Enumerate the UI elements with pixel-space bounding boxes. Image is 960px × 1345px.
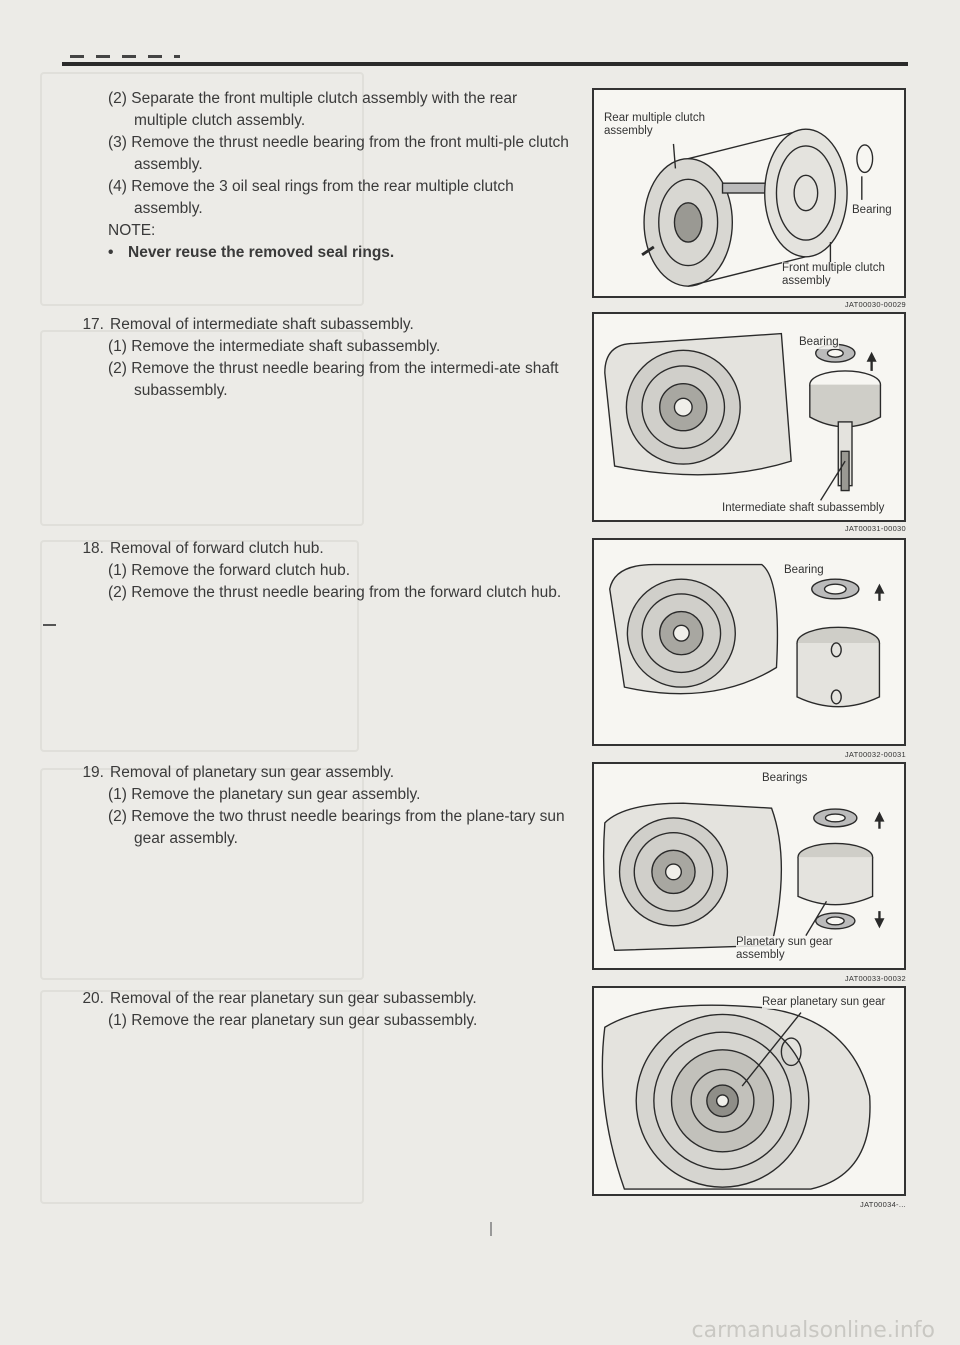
figure-label: Bearings [762,772,808,784]
figure-label: Planetary sun gear assembly [736,936,846,962]
step-line: (1) Remove the rear planetary sun gear subassembly. [108,1012,478,1029]
section-20 [60,988,570,1032]
page-mark [490,1222,492,1236]
step-line: (1) Remove the intermediate shaft subassembly. [108,338,441,355]
step-number: 18. [82,540,104,557]
figure-code: JAT00031-00030 [844,524,906,533]
step-number: 19. [82,764,104,781]
step-line: (2) Separate the front multiple clutch assembly with the rear multiple clutch assembly. [108,90,518,129]
note-heading: NOTE: [108,222,156,239]
header-mark [70,55,180,58]
step-heading [60,988,570,1010]
section-19 [60,762,570,850]
section-18 [60,538,570,604]
step-line: (2) Remove the thrust needle bearing from the forward clutch hub. [108,584,562,601]
step-line: (1) Remove the forward clutch hub. [108,562,351,579]
step-line: (1) Remove the planetary sun gear assembly. [108,786,421,803]
figure-label: Front multiple clutch assembly [782,262,892,288]
rear-planetary-sun-gear-illustration [594,988,904,1194]
forward-clutch-hub-illustration [594,540,904,744]
step-heading [60,538,570,560]
section-continuation [60,88,570,264]
step-heading [60,762,570,784]
watermark: carmanualsonline.info [691,1318,935,1343]
step-heading [60,314,570,336]
figure-label: Bearing [799,336,839,348]
figure-code: JAT00032-00031 [844,750,906,759]
figure-planetary-sun-gear [592,762,906,970]
figure-clutch-assemblies [592,88,906,298]
figure-rear-planetary-sun-gear [592,986,906,1196]
figure-label: Bearing [852,204,892,216]
intermediate-shaft-illustration [594,314,904,520]
step-title: Removal of intermediate shaft subassembly. [110,316,414,333]
step-number: 20. [82,990,104,1007]
step-title: Removal of forward clutch hub. [110,540,324,557]
step-line: (4) Remove the 3 oil seal rings from the rear multiple clutch assembly. [108,178,514,217]
step-line: (2) Remove the thrust needle bearing from the intermedi-ate shaft subassembly. [108,360,559,399]
figure-intermediate-shaft [592,312,906,522]
step-title: Removal of the rear planetary sun gear subassembly. [110,990,477,1007]
figure-label: Bearing [784,564,824,576]
figure-code: JAT00030-00029 [844,300,906,309]
section-17 [60,314,570,402]
figure-code: JAT00034-... [860,1200,906,1209]
figure-code: JAT00033-00032 [844,974,906,983]
figure-label: Rear multiple clutch assembly [604,112,714,138]
header-rule [62,62,908,66]
figure-forward-clutch-hub [592,538,906,746]
figure-label: Intermediate shaft subassembly [722,502,885,514]
note-bullet: • Never reuse the removed seal rings. [60,242,570,264]
figure-label: Rear planetary sun gear [762,996,886,1008]
step-line: (3) Remove the thrust needle bearing from the front multi-ple clutch assembly. [108,134,569,173]
step-number: 17. [82,316,104,333]
margin-dash [43,624,56,626]
step-line: (2) Remove the two thrust needle bearings from the plane-tary sun gear assembly. [108,808,565,847]
step-title: Removal of planetary sun gear assembly. [110,764,395,781]
